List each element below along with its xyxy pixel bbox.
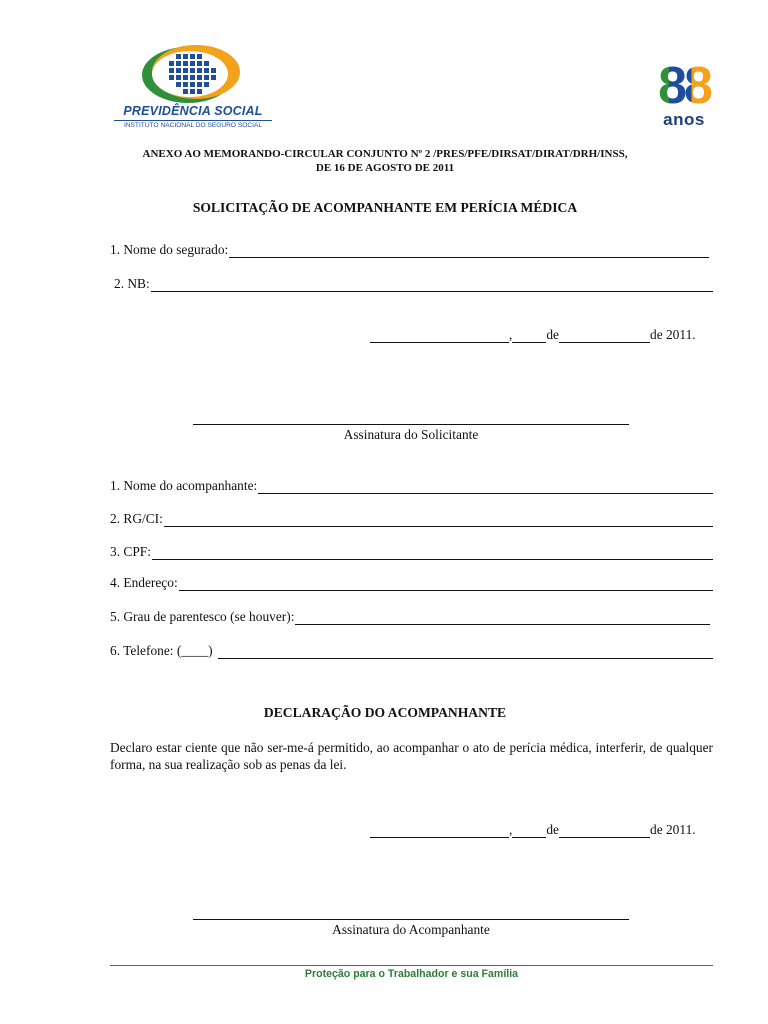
field-blank[interactable] [179, 578, 713, 591]
field-nb[interactable] [114, 276, 713, 292]
signature-line-acompanhante[interactable] [193, 919, 629, 920]
field-label: 6. Telefone: (____) [110, 643, 213, 658]
field-rg-ci[interactable] [110, 511, 713, 527]
previdencia-logo [108, 40, 278, 132]
date-row-solicitante [370, 327, 713, 343]
date-separator: , [509, 822, 513, 837]
field-blank[interactable] [152, 547, 713, 560]
field-label: 2. RG/CI: [110, 511, 163, 526]
anniversary-number: 88 [646, 60, 722, 112]
date-separator: , [509, 327, 513, 342]
field-endereco[interactable] [110, 575, 713, 591]
field-label: 1. Nome do segurado: [110, 242, 229, 257]
field-grau-parentesco[interactable] [110, 609, 710, 625]
signature-label-acompanhante: Assinatura do Acompanhante [332, 922, 490, 937]
declaration-text: Declaro estar ciente que não ser-me-á permitido, ao acompanhar o ato de perícia médica, interferir, de qualquer forma, na sua realização sob as penas da lei. [110, 740, 713, 772]
field-cpf[interactable] [110, 544, 713, 560]
field-nome-segurado[interactable] [110, 242, 709, 258]
signature-line-solicitante[interactable] [193, 424, 629, 425]
field-blank[interactable] [151, 279, 713, 292]
field-blank[interactable] [229, 245, 709, 258]
field-blank[interactable] [295, 612, 710, 625]
anniversary-word: anos [663, 110, 705, 129]
field-label: 5. Grau de parentesco (se houver): [110, 609, 295, 624]
declaration-title: DECLARAÇÃO DO ACOMPANHANTE [263, 705, 507, 720]
field-nome-acompanhante[interactable] [110, 478, 713, 494]
date-city-blank[interactable] [370, 330, 509, 343]
field-telefone[interactable] [110, 643, 713, 659]
date-row-acompanhante [370, 822, 713, 838]
date-de-1: de [546, 822, 559, 837]
field-blank[interactable] [218, 646, 713, 659]
logo-subtitle: INSTITUTO NACIONAL DO SEGURO SOCIAL [114, 120, 272, 129]
memo-line-1: ANEXO AO MEMORANDO-CIRCULAR CONJUNTO Nº 2 /PRES/PFE/DIRSAT/DIRAT/DRH/INSS, [142, 148, 628, 160]
footer-slogan: Proteção para o Trabalhador e sua Família [304, 968, 519, 980]
date-year: de 2011. [650, 822, 696, 837]
field-label: 2. NB: [114, 276, 150, 291]
anniversary-badge [646, 57, 722, 132]
field-label: 1. Nome do acompanhante: [110, 478, 258, 493]
signature-label-solicitante: Assinatura do Solicitante [343, 427, 479, 442]
field-blank[interactable] [258, 481, 713, 494]
field-label: 4. Endereço: [110, 575, 178, 590]
date-year: de 2011. [650, 327, 696, 342]
date-de-1: de [546, 327, 559, 342]
date-city-blank[interactable] [370, 825, 509, 838]
memo-line-2: DE 16 DE AGOSTO DE 2011 [315, 162, 455, 174]
page-title: SOLICITAÇÃO DE ACOMPANHANTE EM PERÍCIA MÉDICA [192, 200, 578, 215]
date-month-blank[interactable] [559, 825, 650, 838]
date-day-blank[interactable] [512, 330, 546, 343]
previdencia-emblem-icon [138, 42, 246, 108]
date-month-blank[interactable] [559, 330, 650, 343]
logo-name: PREVIDÊNCIA SOCIAL [123, 104, 263, 118]
field-label: 3. CPF: [110, 544, 151, 559]
footer-divider [110, 965, 713, 966]
date-day-blank[interactable] [512, 825, 546, 838]
field-blank[interactable] [164, 514, 713, 527]
